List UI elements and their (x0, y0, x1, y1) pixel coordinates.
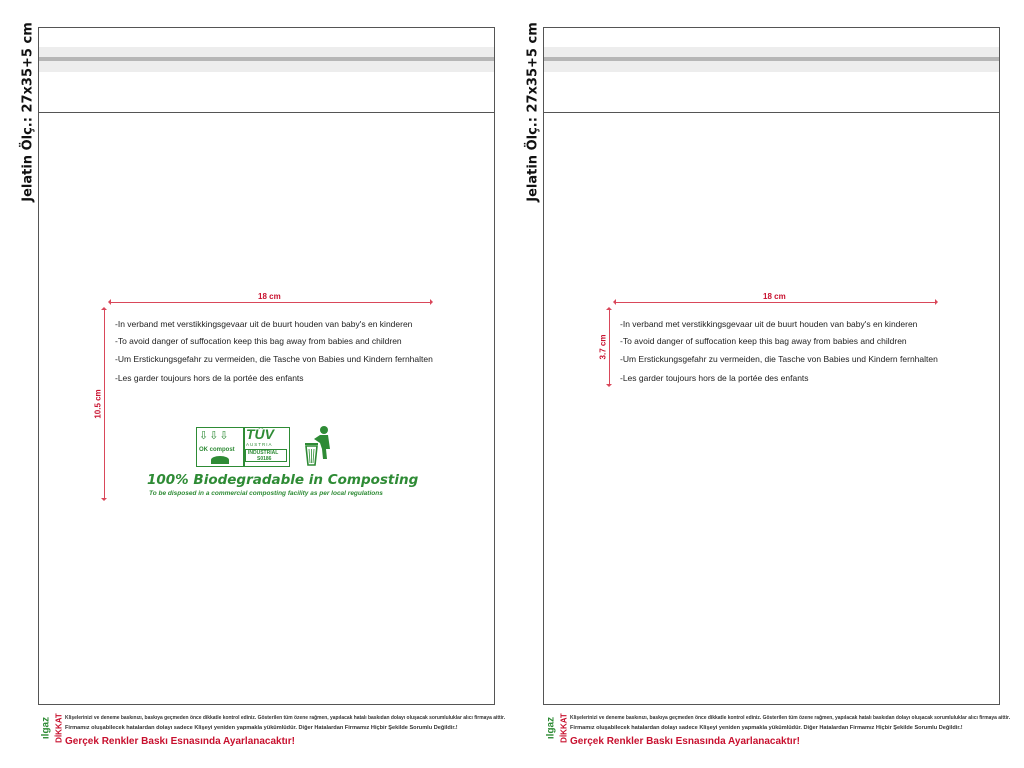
proof-panel-right (505, 0, 1010, 768)
flap-fold-line (39, 112, 494, 113)
tuv-austria-text: AUSTRIA (246, 442, 273, 447)
footer-line-2: Firmamız oluşabilecek hatalardan dolayı sadece Klişeyi yeniden yapmakla yükümlüdür. Diğer Hatalardan Firmamız Hiçbir Şekilde Sorumlu Değildir.! (65, 725, 458, 731)
compost-leaf-icon (211, 456, 229, 464)
warning-german: -Um Erstickungsgefahr zu vermeiden, die Tasche von Babies und Kindern fernhalten (115, 354, 433, 364)
dikkat-label: DİKKAT (54, 713, 64, 743)
footer-line-1: Klişelerinizi ve deneme baskınızı, baskıya geçmeden önce dikkatle kontrol ediniz. Gösterilen tüm özene rağmen, yapılacak hatalı baskıdan dolayı oluşacak sorumluluklar alıcı firmaya aittir. (570, 715, 1011, 721)
bag-size-label: Jelatin Ölç.: 27x35+5 cm (525, 22, 541, 202)
tuv-industrial-text: INDUSTRIAL (248, 450, 279, 456)
compost-arrows-icon: ⇩⇩⇩ (199, 430, 230, 442)
certification-logos (196, 425, 346, 471)
proof-panel-left (0, 0, 505, 768)
width-dimension-label: 18 cm (258, 292, 281, 301)
footer-line-2: Firmamız oluşabilecek hatalardan dolayı sadece Klişeyi yeniden yapmakla yükümlüdür. Diğer Hatalardan Firmamız Hiçbir Şekilde Sorumlu Değildir.! (570, 725, 963, 731)
width-dimension-line (111, 302, 430, 303)
printer-footer-left (38, 712, 505, 752)
warning-french: -Les garder toujours hors de la portée des enfants (115, 373, 304, 383)
footer-colors-note: Gerçek Renkler Baskı Esnasında Ayarlanacaktır! (570, 736, 800, 747)
ok-compost-text: OK compost (199, 447, 235, 453)
ilgaz-logo: ılgaz (40, 716, 52, 740)
printer-footer-right (543, 712, 1010, 752)
warning-english: -To avoid danger of suffocation keep this bag away from babies and children (115, 336, 402, 346)
footer-colors-note: Gerçek Renkler Baskı Esnasında Ayarlanacaktır! (65, 736, 295, 747)
tuv-logo-text: TÜV (246, 426, 274, 442)
warning-dutch: -In verband met verstikkingsgevaar uit de buurt houden van baby's en kinderen (115, 319, 413, 329)
width-dimension-label: 18 cm (763, 292, 786, 301)
bag-size-label: Jelatin Ölç.: 27x35+5 cm (20, 22, 36, 202)
warning-english: -To avoid danger of suffocation keep this bag away from babies and children (620, 336, 907, 346)
adhesive-line (39, 57, 494, 61)
tuv-number-text: S0186 (257, 456, 272, 462)
warning-german: -Um Erstickungsgefahr zu vermeiden, die Tasche von Babies und Kindern fernhalten (620, 354, 938, 364)
warning-french: -Les garder toujours hors de la portée des enfants (620, 373, 809, 383)
height-dimension-line (609, 310, 610, 384)
height-dimension-label: 10.5 cm (93, 389, 103, 419)
footer-line-1: Klişelerinizi ve deneme baskınızı, baskıya geçmeden önce dikkatle kontrol ediniz. Gösterilen tüm özene rağmen, yapılacak hatalı baskıdan dolayı oluşacak sorumluluklar alıcı firmaya aittir. (65, 715, 506, 721)
biodegradable-title: 100% Biodegradable in Composting (147, 472, 419, 488)
ilgaz-logo: ılgaz (545, 716, 557, 740)
height-dimension-line (104, 310, 105, 498)
flap-fold-line (544, 112, 999, 113)
adhesive-line (544, 57, 999, 61)
width-dimension-line (616, 302, 935, 303)
recycle-bin-person-icon (302, 425, 338, 471)
bag-outline (38, 27, 495, 705)
warning-dutch: -In verband met verstikkingsgevaar uit de buurt houden van baby's en kinderen (620, 319, 918, 329)
biodegradable-subtitle: To be disposed in a commercial composting facility as per local regulations (149, 490, 383, 497)
height-dimension-label: 3.7 cm (598, 334, 608, 360)
bag-outline (543, 27, 1000, 705)
dikkat-label: DİKKAT (559, 713, 569, 743)
